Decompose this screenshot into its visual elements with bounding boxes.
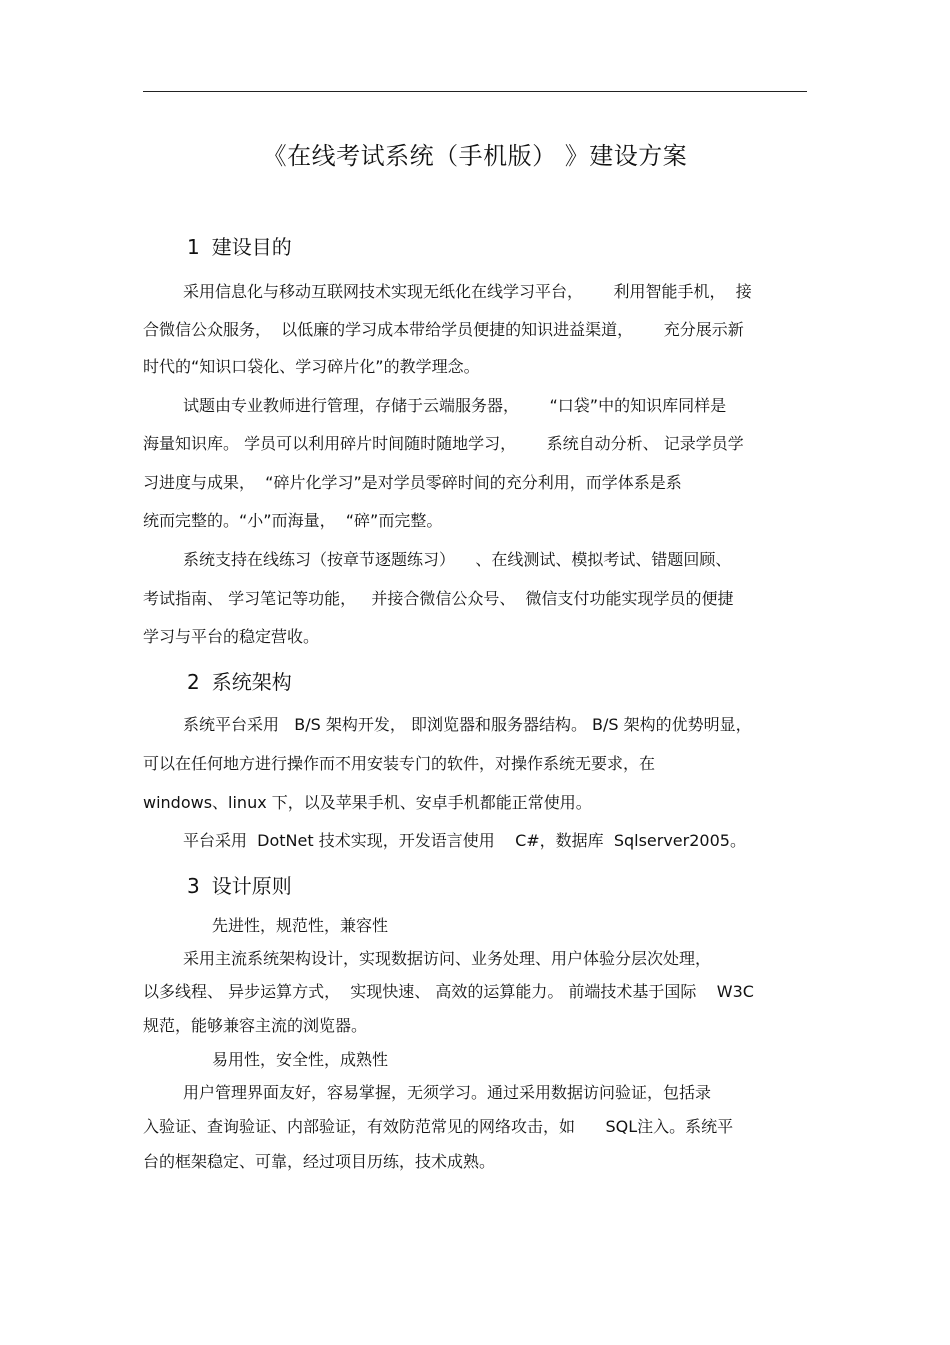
- paragraph-line: 采用主流系统架构设计，实现数据访问、业务处理、用户体验分层次处理，: [183, 949, 712, 968]
- section-heading-1: [187, 231, 292, 260]
- paragraph-line: 可以在任何地方进行操作而不用安装专门的软件，对操作系统无要求，在: [143, 754, 656, 773]
- paragraph-line: 合微信公众服务， 以低廉的学习成本带给学员便捷的知识进益渠道， 充分展示新: [143, 320, 744, 339]
- paragraph-line: 学习与平台的稳定营收。: [143, 627, 320, 646]
- document-title: 《在线考试系统（手机版） 》建设方案: [262, 142, 688, 170]
- section-number: 2: [187, 670, 200, 694]
- paragraph-line: 系统平台采用 B/S 架构开发， 即浏览器和服务器结构。 B/S 架构的优势明显，: [183, 715, 752, 734]
- paragraph-line: 考试指南、 学习笔记等功能， 并接合微信公众号、 微信支付功能实现学员的便捷: [143, 589, 734, 608]
- section-heading-3: [187, 870, 292, 899]
- paragraph-line: 平台采用 DotNet 技术实现，开发语言使用 C#，数据库 Sqlserver2005。: [183, 831, 746, 850]
- header-rule: [143, 91, 807, 92]
- paragraph-line: 海量知识库。 学员可以利用碎片时间随时随地学习， 系统自动分析、 记录学员学: [143, 434, 744, 453]
- section-heading-2: [187, 666, 292, 695]
- paragraph-line: 以多线程、 异步运算方式， 实现快速、 高效的运算能力。 前端技术基于国际 W3C: [143, 982, 754, 1001]
- paragraph-line: 用户管理界面友好，容易掌握，无须学习。通过采用数据访问验证，包括录: [183, 1083, 712, 1102]
- section-number: 3: [187, 874, 200, 898]
- paragraph-line: 统而完整的。“小”而海量， “碎”而完整。: [143, 511, 443, 530]
- section-title: 建设目的: [211, 235, 292, 259]
- paragraph-line: 入验证、查询验证、内部验证，有效防范常见的网络攻击，如 SQL注入。系统平: [143, 1117, 734, 1136]
- paragraph-line: 习进度与成果， “碎片化学习”是对学员零碎时间的充分利用，而学体系是系: [143, 473, 682, 492]
- paragraph-line: 系统支持在线练习（按章节逐题练习） 、在线测试、模拟考试、错题回顾、: [183, 550, 732, 569]
- subheading-line: 先进性，规范性，兼容性: [212, 916, 389, 935]
- paragraph-line: 采用信息化与移动互联网技术实现无纸化在线学习平台， 利用智能手机， 接: [183, 282, 752, 301]
- section-number: 1: [187, 235, 200, 259]
- section-title: 系统架构: [211, 670, 292, 694]
- paragraph-line: 台的框架稳定、可靠，经过项目历练，技术成熟。: [143, 1152, 496, 1171]
- subheading-line: 易用性，安全性，成熟性: [212, 1050, 389, 1069]
- paragraph-line: 规范，能够兼容主流的浏览器。: [143, 1016, 368, 1035]
- paragraph-line: 时代的“知识口袋化、学习碎片化”的教学理念。: [143, 357, 480, 376]
- paragraph-line: 试题由专业教师进行管理，存储于云端服务器， “口袋”中的知识库同样是: [183, 396, 727, 415]
- paragraph-line: windows、linux 下，以及苹果手机、安卓手机都能正常使用。: [143, 793, 592, 812]
- section-title: 设计原则: [211, 874, 292, 898]
